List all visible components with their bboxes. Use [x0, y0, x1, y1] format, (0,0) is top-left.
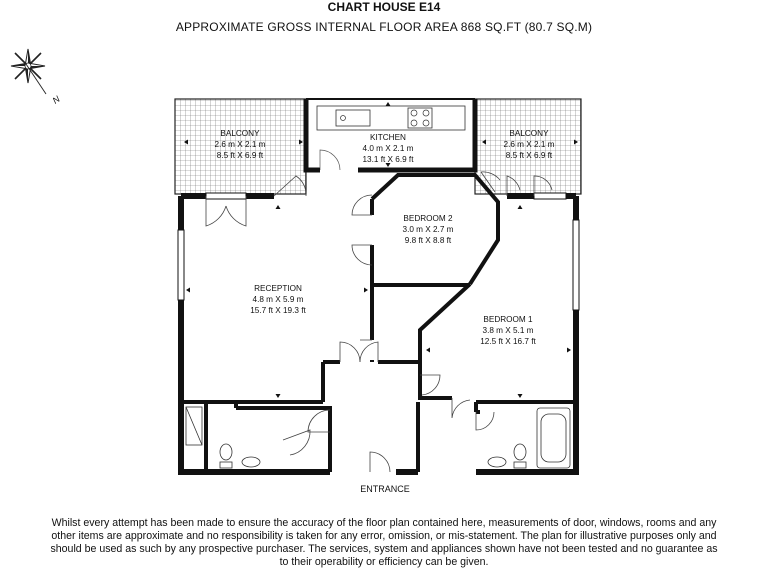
room-metric: 2.6 m X 2.1 m: [214, 140, 266, 149]
room-metric: 3.8 m X 5.1 m: [482, 326, 534, 335]
floor-area-subtitle: APPROXIMATE GROSS INTERNAL FLOOR AREA 868 SQ.FT (80.7 SQ.M): [175, 20, 593, 34]
windows: [178, 193, 579, 310]
room-label-bedroom-1: [480, 315, 536, 346]
room-imperial: 8.5 ft X 6.9 ft: [216, 151, 264, 160]
room-imperial: 12.5 ft X 16.7 ft: [480, 337, 536, 346]
compass-icon: [11, 49, 46, 94]
disclaimer-line: to their operability or efficiency can be given.: [279, 556, 489, 568]
room-name: KITCHEN: [370, 133, 406, 142]
room-metric: 2.6 m X 2.1 m: [503, 140, 555, 149]
room-imperial: 15.7 ft X 19.3 ft: [250, 306, 306, 315]
entrance-label: ENTRANCE: [360, 484, 410, 494]
room-name: BEDROOM 1: [483, 315, 533, 324]
room-metric: 4.0 m X 2.1 m: [362, 144, 414, 153]
room-label-reception: [250, 284, 306, 315]
compass-north-label: N: [50, 93, 62, 106]
room-label-bedroom-2: [403, 214, 454, 245]
room-imperial: 13.1 ft X 6.9 ft: [362, 155, 414, 164]
plan-title: CHART HOUSE E14: [327, 0, 441, 14]
room-metric: 4.8 m X 5.9 m: [252, 295, 304, 304]
disclaimer-line: Whilst every attempt has been made to ensure the accuracy of the floor plan contained here, measurements of door, windows, rooms and any: [51, 517, 717, 529]
room-name: BALCONY: [220, 129, 260, 138]
room-imperial: 9.8 ft X 8.8 ft: [404, 236, 452, 245]
room-name: BEDROOM 2: [403, 214, 453, 223]
room-name: RECEPTION: [254, 284, 302, 293]
bathroom-fixtures: [186, 407, 570, 468]
room-label-balcony-right: [504, 129, 555, 160]
disclaimer-line: other items are approximate and no responsibility is taken for any error, omission, or mis-statement. The plan for illustrative purposes only and: [51, 530, 717, 542]
room-imperial: 8.5 ft X 6.9 ft: [505, 151, 553, 160]
disclaimer-line: should be used as such by any prospective purchaser. The services, system and appliances shown have not been tested and no guarantee as: [50, 543, 718, 555]
room-name: BALCONY: [509, 129, 549, 138]
room-label-balcony-left: [215, 129, 266, 160]
disclaimer-text: [8, 517, 760, 569]
room-metric: 3.0 m X 2.7 m: [402, 225, 454, 234]
